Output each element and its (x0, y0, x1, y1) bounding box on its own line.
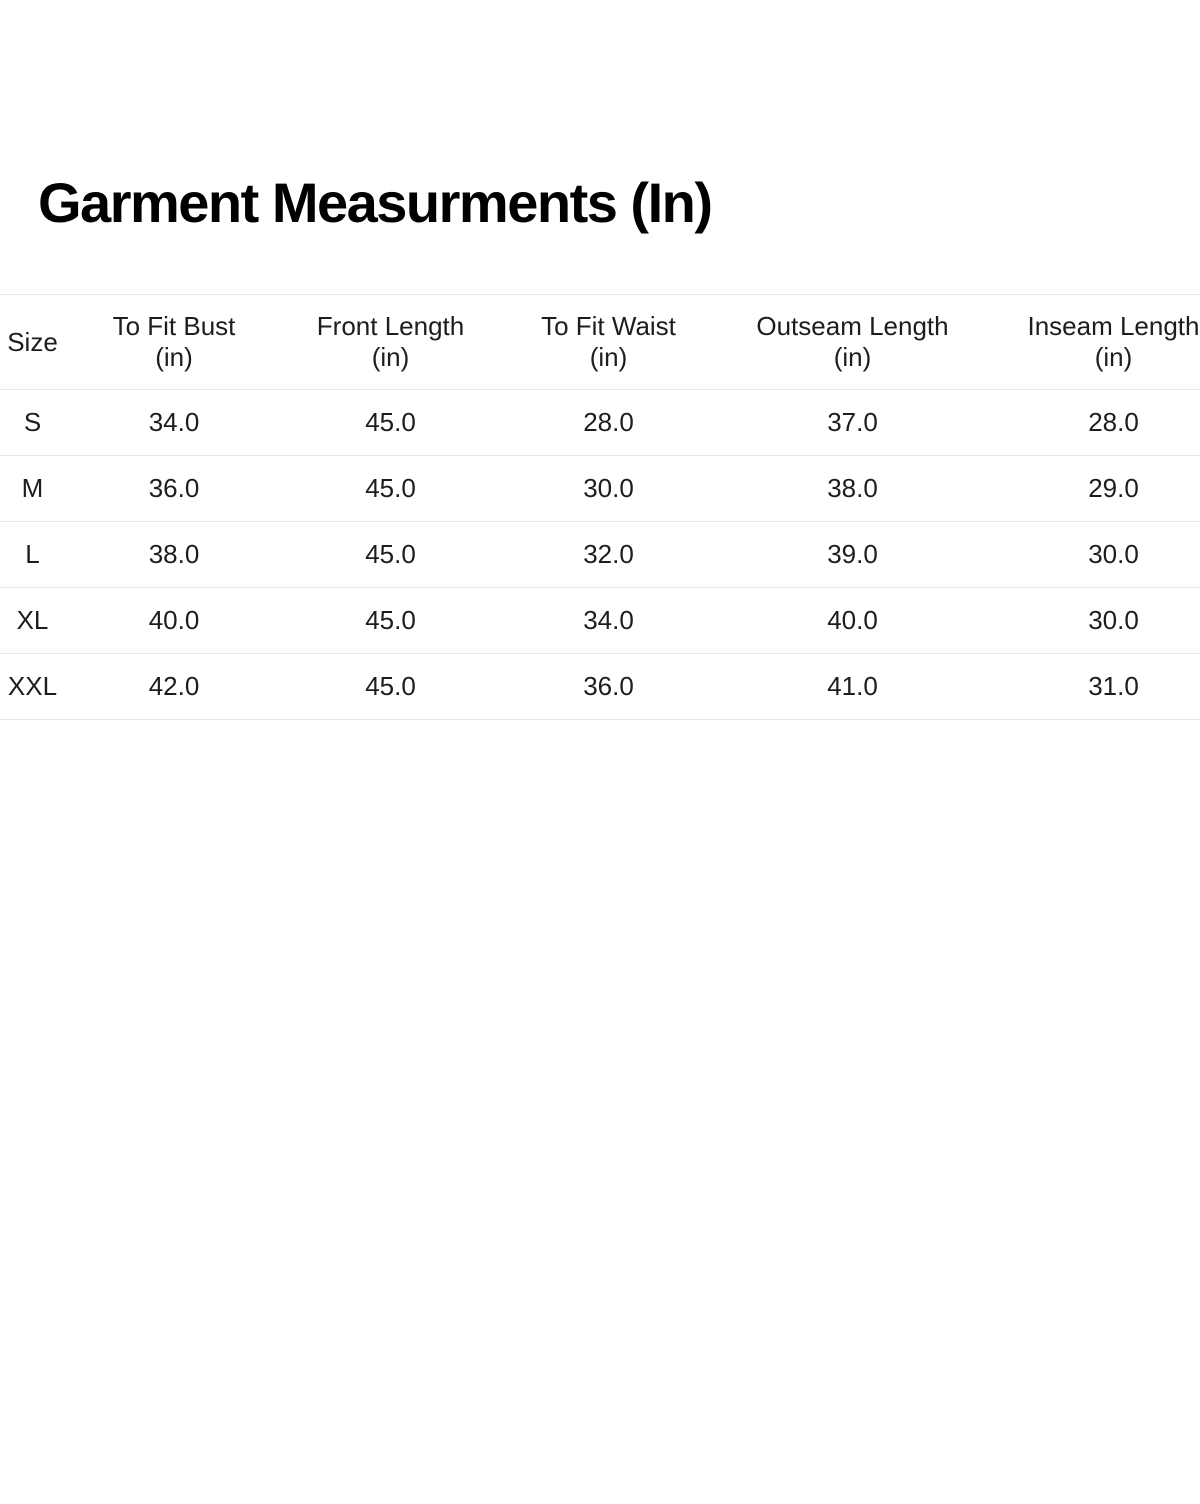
measurement-cell: 34.0 (583, 605, 634, 635)
measurement-cell: 30.0 (1088, 605, 1139, 635)
measurement-cell: 34.0 (148, 407, 200, 437)
measurement-cell: 45.0 (365, 539, 416, 569)
measurement-cell: 32.0 (583, 539, 634, 569)
size-cell: L (25, 539, 40, 569)
size-cell: M (21, 473, 44, 503)
column-header-inseam-length (986, 295, 1200, 390)
measurement-cell: 45.0 (365, 407, 416, 437)
table-row-xl (0, 588, 1200, 654)
table-header-row (0, 295, 1200, 390)
measurement-cell: 41.0 (827, 671, 878, 701)
measurement-cell: 28.0 (1088, 407, 1139, 437)
measurement-cell: 40.0 (827, 605, 878, 635)
column-header-size (0, 295, 65, 390)
column-header-unit: (in) (371, 342, 410, 372)
page-title: Garment Measurments (In) (38, 171, 712, 234)
measurement-cell: 37.0 (827, 407, 878, 437)
measurement-cell: 29.0 (1088, 473, 1139, 503)
measurement-cell: 45.0 (365, 605, 416, 635)
measurements-table (0, 294, 1200, 720)
table-row-xxl (0, 654, 1200, 720)
measurement-cell: 42.0 (148, 671, 200, 701)
table-row-l (0, 522, 1200, 588)
column-header-unit: (in) (589, 342, 628, 372)
column-header-unit: (in) (833, 342, 872, 372)
table-row-m (0, 456, 1200, 522)
column-header-unit: (in) (1094, 342, 1133, 372)
column-header-label: Size (7, 326, 58, 357)
measurement-cell: 30.0 (583, 473, 634, 503)
size-cell: XXL (7, 671, 58, 701)
table-row-s (0, 390, 1200, 456)
column-header-label: Front Length (316, 311, 465, 341)
size-cell: S (23, 407, 42, 437)
measurement-cell: 31.0 (1088, 671, 1139, 701)
measurement-cell: 36.0 (148, 473, 200, 503)
measurement-cell: 38.0 (827, 473, 878, 503)
measurement-cell: 30.0 (1088, 539, 1139, 569)
column-header-to-fit-bust (65, 295, 283, 390)
measurement-cell: 40.0 (148, 605, 200, 635)
column-header-front-length (283, 295, 498, 390)
measurement-cell: 45.0 (365, 473, 416, 503)
measurement-cell: 28.0 (583, 407, 634, 437)
measurement-cell: 45.0 (365, 671, 416, 701)
column-header-unit: (in) (155, 342, 193, 372)
measurement-cell: 39.0 (827, 539, 878, 569)
measurements-table-container (0, 294, 1200, 720)
size-cell: XL (16, 605, 49, 635)
measurement-cell: 36.0 (583, 671, 634, 701)
column-header-outseam-length (719, 295, 986, 390)
column-header-to-fit-waist (498, 295, 719, 390)
column-header-label: Outseam Length (756, 311, 949, 341)
column-header-label: Inseam Length (1027, 311, 1200, 341)
column-header-label: To Fit Waist (541, 311, 676, 341)
measurement-cell: 38.0 (148, 539, 200, 569)
column-header-label: To Fit Bust (112, 311, 236, 341)
